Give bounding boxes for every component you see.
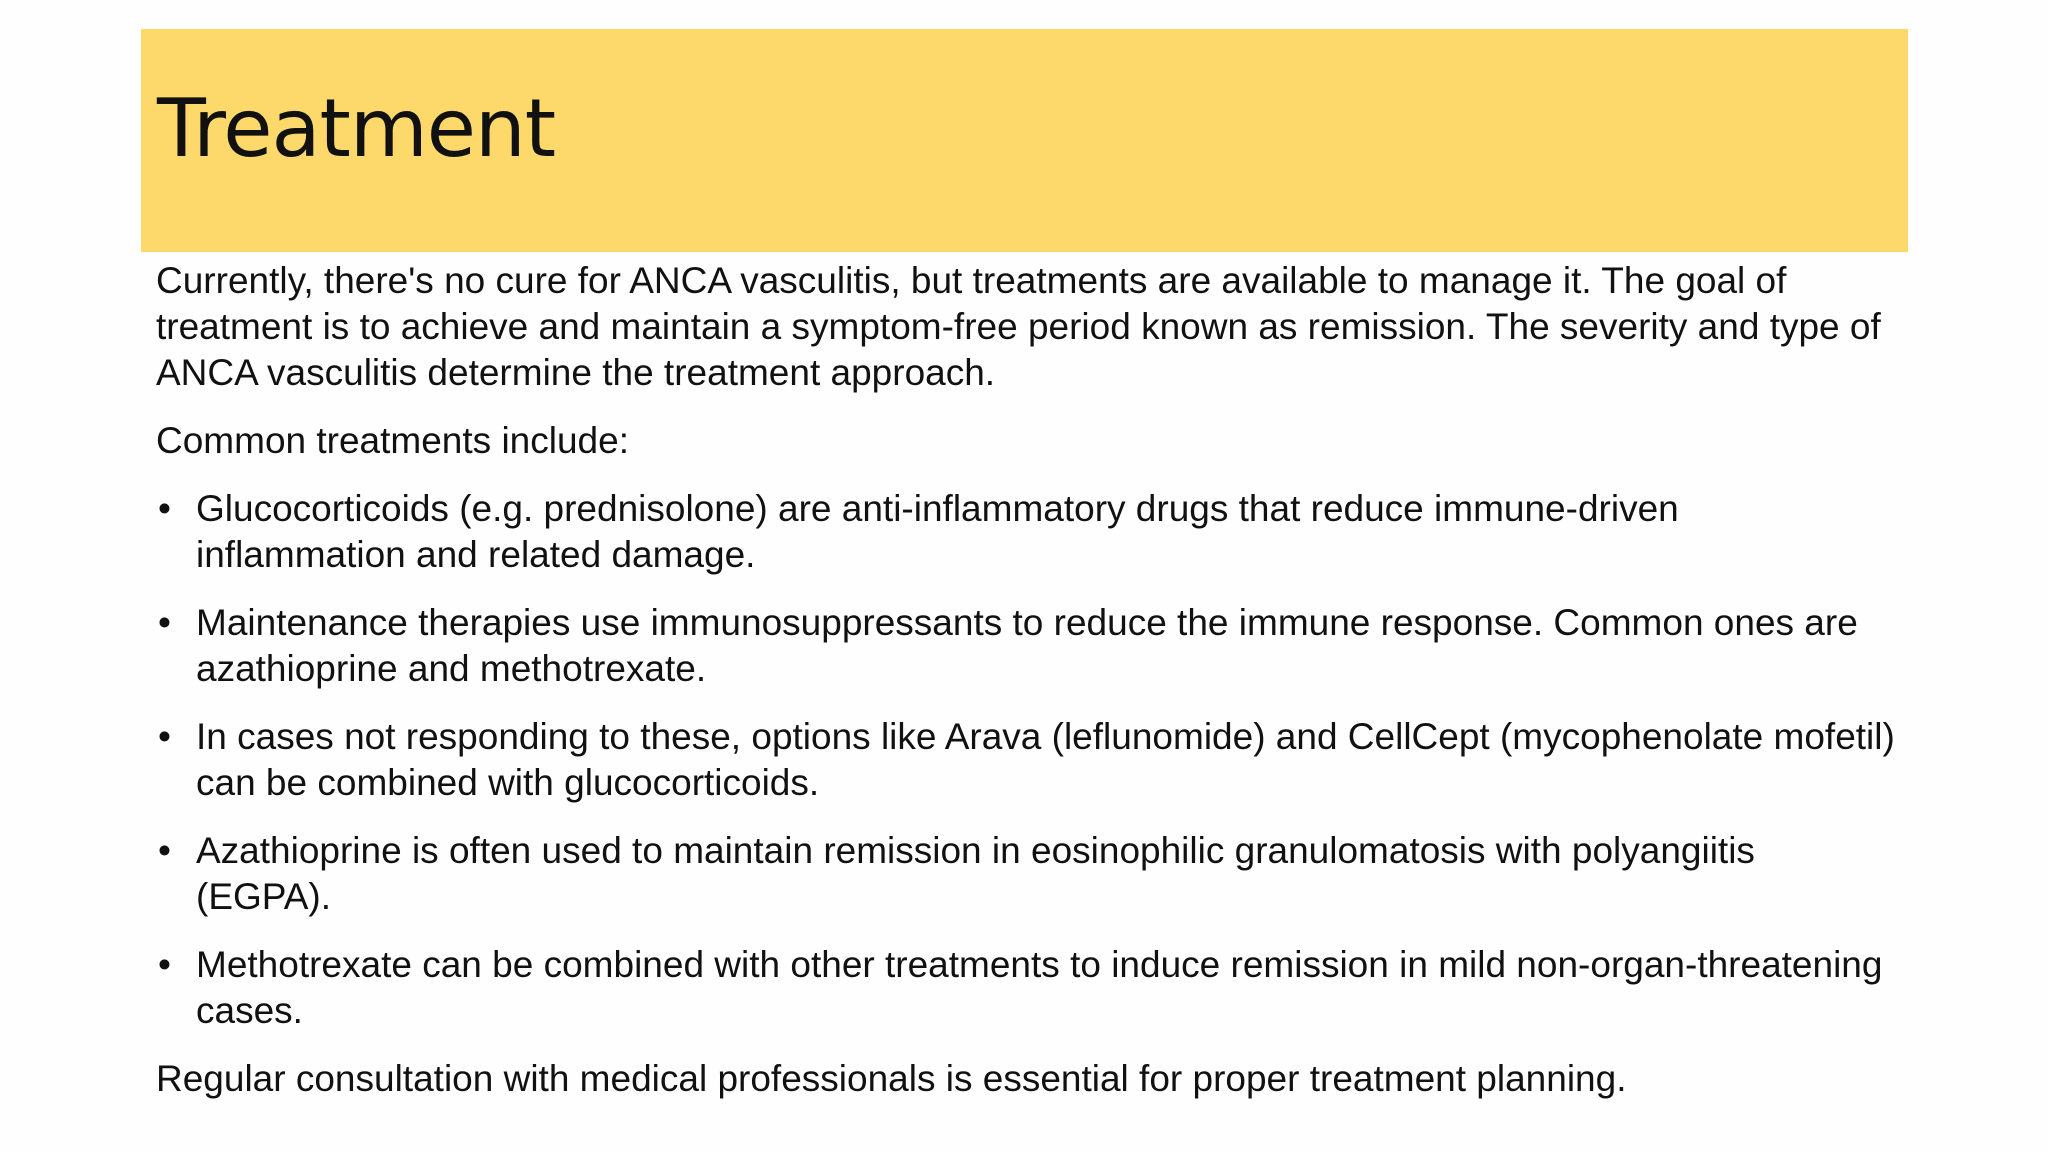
list-item-text: Maintenance therapies use immunosuppressants to reduce the immune response. Common ones are azathioprine and methotrexate. <box>196 602 1858 689</box>
bullet-icon: • <box>158 944 171 985</box>
list-item-text: Glucocorticoids (e.g. prednisolone) are anti-inflammatory drugs that reduce immune-driven inflammation and related damage. <box>196 488 1679 575</box>
list-item <box>156 600 1896 692</box>
bullet-icon: • <box>158 488 171 529</box>
bullet-icon: • <box>158 830 171 871</box>
lead-paragraph: Common treatments include: <box>156 420 629 461</box>
list-item <box>156 714 1896 806</box>
list-item <box>156 828 1896 920</box>
list-item <box>156 486 1896 578</box>
title-band <box>141 29 1908 252</box>
list-item-text: Azathioprine is often used to maintain remission in eosinophilic granulomatosis with polyangiitis (EGPA). <box>196 830 1755 917</box>
bullet-icon: • <box>158 602 171 643</box>
list-item <box>156 942 1896 1034</box>
intro-paragraph: Currently, there's no cure for ANCA vasculitis, but treatments are available to manage it. The goal of treatment is to achieve and maintain a symptom-free period known as remission. The severity and type of ANCA vasculitis determine the treatment approach. <box>156 260 1881 393</box>
closing-paragraph: Regular consultation with medical professionals is essential for proper treatment planning. <box>156 1058 1627 1099</box>
list-item-text: In cases not responding to these, options like Arava (leflunomide) and CellCept (mycophenolate mofetil) can be combined with glucocorticoids. <box>196 716 1895 803</box>
treatment-list <box>156 486 1896 1034</box>
slide-body <box>156 258 1896 1102</box>
slide-title: Treatment <box>157 82 556 175</box>
list-item-text: Methotrexate can be combined with other treatments to induce remission in mild non-organ-threatening cases. <box>196 944 1883 1031</box>
bullet-icon: • <box>158 716 171 757</box>
